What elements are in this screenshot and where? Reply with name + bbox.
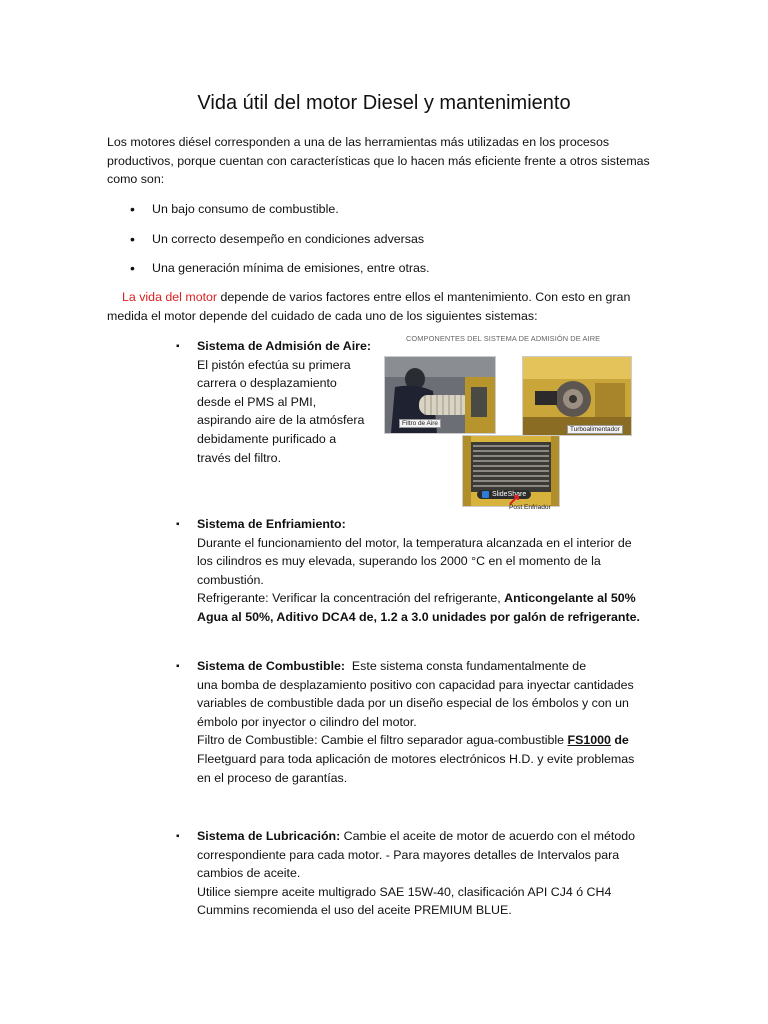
section-text: Este sistema consta fundamentalmente de xyxy=(345,659,587,673)
section-line xyxy=(197,589,676,608)
section-heading: Sistema de Enfriamiento: xyxy=(197,517,346,531)
systems-intro-line: medida el motor depende del cuidado de cada uno de los siguientes sistemas: xyxy=(107,308,538,323)
section-line: Cummins recomienda el uso del aceite PREMIUM BLUE. xyxy=(197,903,512,918)
slideshare-icon xyxy=(482,491,489,498)
intro-line: como son: xyxy=(107,172,165,186)
square-bullet-icon: ▪ xyxy=(176,341,180,352)
section-line: correspondiente para cada motor. - Para mayores detalles de Intervalos para xyxy=(197,847,620,862)
systems-intro-paragraph xyxy=(107,288,667,325)
square-bullet-icon: ▪ xyxy=(176,519,180,530)
section-line: carrera o desplazamiento xyxy=(197,376,337,391)
highlight-text: La vida del motor xyxy=(122,290,218,304)
section-body xyxy=(197,515,676,627)
section-line: combustión. xyxy=(197,572,264,587)
air-intake-figure xyxy=(382,334,642,514)
section-admision xyxy=(176,337,386,467)
systems-intro-text: depende de varios factores entre ellos el mantenimiento. Con esto en gran xyxy=(217,290,631,304)
label-aftercooler: Post Enfriador xyxy=(509,504,551,511)
air-filter-photo xyxy=(384,356,496,434)
section-text: Cambie el aceite de motor de acuerdo con el método xyxy=(340,829,636,843)
square-bullet-icon: ▪ xyxy=(176,661,180,672)
section-line xyxy=(197,657,676,676)
slideshare-watermark xyxy=(477,490,531,499)
section-line: una bomba de desplazamiento positivo con capacidad para inyectar cantidades xyxy=(197,677,634,692)
section-line: aspirando aire de la atmósfera xyxy=(197,413,365,428)
section-heading: Sistema de Combustible: xyxy=(197,659,346,673)
section-line: émbolo por inyector o cilindro del motor. xyxy=(197,714,417,729)
section-line: los cilindros es muy elevada, superando los 2000 °C en el momento de la xyxy=(197,554,601,569)
intro-line: productivos, porque cuentan con características que lo hacen más eficiente frente a otros sistemas xyxy=(107,153,650,168)
section-line xyxy=(197,827,676,846)
turbo-photo xyxy=(522,356,632,436)
section-text: Refrigerante: Verificar la concentración del refrigerante, xyxy=(197,591,505,606)
section-body xyxy=(197,827,676,920)
list-item: • Una generación mínima de emisiones, entre otras. xyxy=(130,259,430,289)
section-line: desde el PMS al PMI, xyxy=(197,394,317,409)
benefits-list xyxy=(130,200,430,289)
section-line: Agua al 50%, Aditivo DCA4 de, 1.2 a 3.0 unidades por galón de refrigerante. xyxy=(197,609,640,624)
page-title: Vida útil del motor Diesel y mantenimiento xyxy=(197,92,571,114)
section-lubricacion xyxy=(176,827,676,920)
section-line: través del filtro. xyxy=(197,450,282,465)
figure-caption: COMPONENTES DEL SISTEMA DE ADMISIÓN DE AIRE xyxy=(406,334,601,343)
section-line: Utilice siempre aceite multigrado SAE 15W-40, clasificación API CJ4 ó CH4 xyxy=(197,884,612,899)
section-body xyxy=(197,337,386,467)
intro-paragraph xyxy=(107,133,655,189)
section-line: cambios de aceite. xyxy=(197,866,301,881)
section-line: variables de combustible dada por un diseño especial de los émbolos y con un xyxy=(197,696,629,711)
label-air-filter: Filtro de Aire xyxy=(399,419,441,428)
section-line xyxy=(197,731,676,750)
intro-line: Los motores diésel corresponden a una de las herramientas más utilizadas en los procesos xyxy=(107,135,610,149)
section-heading: Sistema de Admisión de Aire: xyxy=(197,339,371,353)
section-line: El pistón efectúa su primera xyxy=(197,357,351,372)
section-enfriamiento xyxy=(176,515,676,627)
section-line: Durante el funcionamiento del motor, la temperatura alcanzada en el interior de xyxy=(197,535,632,550)
section-line: debidamente purificado a xyxy=(197,431,337,446)
watermark-text: SlideShare xyxy=(492,491,527,498)
list-item: • Un correcto desempeño en condiciones adversas xyxy=(130,230,430,260)
square-bullet-icon: ▪ xyxy=(176,831,180,842)
section-heading: Sistema de Lubricación: xyxy=(197,829,341,843)
section-body xyxy=(197,657,676,787)
systems-intro-line xyxy=(107,288,667,307)
list-item: • Un bajo consumo de combustible. xyxy=(130,200,430,230)
label-turbocharger: Turboalimentador xyxy=(567,425,623,434)
section-text: Filtro de Combustible: Cambie el filtro separador agua-combustible xyxy=(197,733,568,748)
section-text: de xyxy=(610,733,629,748)
section-combustible xyxy=(176,657,676,787)
turbocharger-illustration xyxy=(523,357,631,435)
section-bold-text: Anticongelante al 50% xyxy=(504,591,636,606)
section-line: en el proceso de garantías. xyxy=(197,770,348,785)
product-code-link: FS1000 xyxy=(567,733,611,748)
section-line: Fleetguard para toda aplicación de motores electrónicos H.D. y evite problemas xyxy=(197,751,635,766)
